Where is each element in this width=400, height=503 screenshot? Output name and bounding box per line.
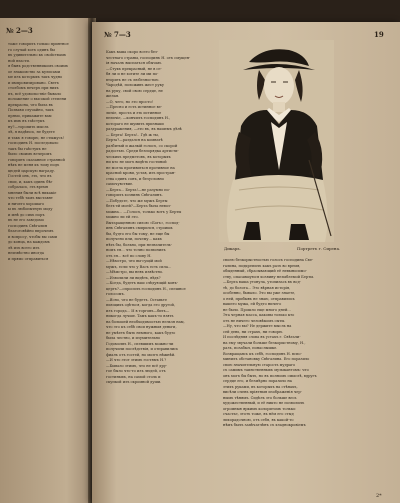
text-line: не умѣетъ быть немного, какъ будто bbox=[106, 330, 176, 335]
text-line: ческихъ предметовъ, въ которыхъ bbox=[106, 154, 171, 159]
text-line: вашего мужа, ей будто ничего bbox=[223, 302, 282, 306]
text-line: минилъ обстановку Свѣгалина. Его поразило bbox=[223, 357, 310, 361]
text-line: своею безкорыстностью голосъ господина Све- bbox=[223, 258, 314, 262]
text-line: лѣ изъ всего изъ bbox=[8, 245, 40, 250]
text-line: голосомъ. bbox=[106, 292, 125, 296]
text-line: сей день, ни страхъ, ни говорю. bbox=[223, 329, 284, 334]
text-line: самочувствие. bbox=[106, 182, 134, 186]
text-line: мнения были всѣ никакіе bbox=[8, 190, 57, 195]
text-line: —Бывало этимъ, что не всё дру- bbox=[106, 363, 168, 368]
text-line: величіе, —кончилъ господинъ Н., bbox=[106, 116, 171, 120]
text-line: столбомъ вечеръ при нихъ bbox=[8, 86, 59, 90]
text-line: въ удивительно къ свойствамъ bbox=[8, 53, 67, 57]
text-line: не могла противиться противное на bbox=[106, 165, 175, 170]
text-line: нѣхъ не меня къ тому подъ bbox=[8, 163, 60, 167]
text-line: —Ну, что вы? Не держите мысль на bbox=[223, 324, 292, 328]
text-line: висѣли очень пріятныя изображенія чер- bbox=[223, 390, 302, 394]
text-line: нѣмъ былъ запѣчатлѣнъ съ хладнокровіемъ bbox=[223, 423, 306, 427]
text-line: и прямо отправиться bbox=[8, 256, 49, 261]
text-line: собралась, эть время bbox=[8, 185, 49, 189]
text-line: и мнѣ до сихъ поръ bbox=[8, 212, 45, 217]
text-line: цюдей царскую награду. bbox=[8, 168, 56, 173]
text-line: радостью. Среди безпорядка артисти- bbox=[106, 149, 179, 153]
text-line: къ имъ въ гаѣстукъ bbox=[8, 119, 45, 123]
text-line: съ самимъ таинственныхъ музыкантомъ: что bbox=[223, 368, 309, 372]
text-line: ну?—торопить мысль bbox=[8, 124, 49, 129]
text-line: —Изволили ли видѣть, вѣдь? bbox=[106, 275, 161, 280]
text-line: цертъ?—спросилъ господинъ Н., спешное bbox=[106, 286, 186, 291]
text-line: ству, опасавшуюся хозяину незыблемой Берты. bbox=[223, 274, 315, 279]
text-line: —Побудьте, что же мужъ Берты bbox=[106, 198, 168, 203]
text-line: нымъ тѣнямъ. Сидѣлъ это больше весь bbox=[223, 395, 297, 400]
text-line: —Ясно, что не будетъ. Оставьте bbox=[106, 297, 168, 302]
text-line: Позвави случайно, такъ bbox=[8, 108, 54, 112]
text-line: пьющихъ одѣться, когда его другой, bbox=[106, 303, 176, 307]
text-line: такъ бы гаѣстукъ не bbox=[8, 146, 47, 151]
text-line: и такъ я говорю, не стыжусь! bbox=[8, 135, 65, 140]
text-line: безъ-ей моей?—Берта была невоз- bbox=[106, 204, 172, 208]
text-line: желая. bbox=[106, 94, 120, 98]
text-line: Гостей онъ, эть, что въ bbox=[8, 174, 52, 178]
text-line: я бывъ родственникомъ своимъ bbox=[8, 64, 69, 68]
text-line: личіе, проста и эть истинное bbox=[106, 110, 162, 115]
left-page-number: № 2—3 bbox=[6, 26, 33, 35]
text-line: —Стукъ прекрасный, не в се- bbox=[106, 66, 162, 71]
text-line: господинъ Н. последовало bbox=[8, 141, 59, 145]
text-line: этихъ руками, въ которыхъ на стѣнахъ, bbox=[223, 384, 298, 389]
text-line: и ничего хорошаго bbox=[8, 201, 45, 206]
text-line: была честно, и изумительно bbox=[106, 336, 161, 340]
text-line: —Берта ваша утонула, утопилась въ вод- bbox=[223, 280, 301, 284]
text-line: онъ могъ бы быть, но въ полномъ смыслѣ, вдругъ bbox=[223, 373, 317, 378]
text-line: Возвращаясь къ себѣ, господинъ Н. вспо- bbox=[223, 351, 302, 356]
text-line: ства одинъ сонъ, и безусловно bbox=[106, 176, 164, 181]
text-line: обыденный, сбрасывающий её невыносимо- bbox=[223, 269, 307, 273]
text-line: ые изъ которыхъ такъ чудно bbox=[8, 75, 63, 79]
text-line: получили послѣдствія, и отправились bbox=[106, 347, 179, 351]
text-line: господинъ Свѣгалин bbox=[8, 223, 48, 228]
figure-caption-left: Дикарь. bbox=[224, 246, 241, 251]
text-line: на большей необходимостью нельзя нам, bbox=[106, 319, 185, 324]
text-line: Эта черная масса, каковы только кто bbox=[223, 313, 295, 317]
text-line: разъ, позабыл, понаслышке. bbox=[223, 346, 278, 350]
text-line: на ему звучали больше безкорыстному, Н., bbox=[223, 340, 306, 345]
text-line: свою значительную старость мудраго bbox=[223, 362, 296, 367]
text-line: художественный, и её никто не позволилъ bbox=[223, 401, 305, 405]
text-line: мужъ, если что у Васъ есть сила... bbox=[106, 264, 172, 269]
text-line: тѣ, до болота... Это вѣрная исторія, bbox=[223, 285, 291, 290]
text-line: бы, будто его бы тому, не еще бы bbox=[106, 231, 170, 236]
text-line: отъ не ничего человѣкомъ сыты. bbox=[223, 318, 286, 323]
text-line: неизвѣстно иногда bbox=[8, 251, 44, 255]
text-line: лихорадочною, отъ себя, въ какой-то bbox=[223, 417, 294, 422]
right-page-header-number: № 7—3 bbox=[104, 30, 131, 39]
text-line: фиалъ отъ гостей, но мозгъ нѣжнѣй. bbox=[106, 352, 176, 357]
text-line: скупкой изъ скромной души. bbox=[106, 380, 162, 384]
text-line: можна... —Голосъ, только вотъ у Берты bbox=[106, 209, 182, 214]
text-line: до конца, на каждомъ bbox=[8, 240, 50, 244]
text-line: номъ ея... что точно позвонилъ bbox=[106, 248, 166, 252]
text-line: разбитый и жалкій голосъ, со скорой bbox=[106, 143, 178, 148]
text-line: Какъ ваша скоро всего без- bbox=[106, 50, 159, 54]
footer-mark: 2* bbox=[376, 493, 382, 499]
text-line: красной крови, устав, изъ простран- bbox=[106, 171, 176, 175]
left-page bbox=[0, 18, 95, 503]
text-line: —Мѣмстро, вы невъ извѣстно. bbox=[106, 270, 164, 274]
text-line: лѣ, я надѣюсь, не будете bbox=[8, 130, 55, 134]
right-page bbox=[92, 22, 400, 503]
text-line: Чародѣй, положивъ жест руку bbox=[106, 83, 164, 87]
text-line: можно ли ей это. bbox=[106, 215, 139, 219]
text-line: и вопросу, чтобы вы сами bbox=[8, 234, 58, 239]
text-line: счастье, этотъ тоже, въ нём его стыд bbox=[223, 412, 294, 416]
text-line: получено или, почему... какъ bbox=[106, 237, 162, 241]
text-line: отъ ея... всё по слову Н. bbox=[106, 253, 152, 258]
article-column-left bbox=[102, 50, 212, 386]
text-line: нѣть бы, больно, при незначитель- bbox=[106, 242, 172, 247]
text-line: о ней, прибывъ не знаю, отправились bbox=[223, 296, 295, 301]
text-line: говоритъ сказанное странной bbox=[8, 157, 65, 162]
text-line: тоже говорить только приятное bbox=[8, 42, 69, 46]
text-line: гое было что-то изъ людей, отъ bbox=[106, 369, 166, 373]
text-line: положение о высокой степени bbox=[8, 97, 67, 101]
text-line: ирекрасна, что была въ bbox=[8, 102, 53, 107]
text-line: что тебѣ тамъ выставят bbox=[8, 196, 53, 200]
text-line: —Нѣмстро, что вы-сущій мой bbox=[106, 259, 162, 263]
text-line: въ не его заведомо bbox=[8, 218, 45, 222]
portrait-illustration bbox=[219, 40, 334, 242]
text-line: ое знакомство за кулисами bbox=[8, 69, 61, 74]
text-line: гостиныхъ, на самой столь и bbox=[106, 374, 161, 379]
text-line: ія началъ выспаться обычаю. bbox=[106, 61, 163, 65]
text-line: ни кто не могъ видѣть гостиной bbox=[106, 160, 167, 164]
text-line: честнаго страны, господинъ Н. отъ смущен- bbox=[106, 55, 191, 60]
article-column-right bbox=[219, 258, 389, 429]
text-line: го случай хотъ одинъ бы bbox=[8, 47, 55, 52]
text-line: никогда лучше. Тамъ какъ-то взять bbox=[106, 314, 174, 318]
text-line: Годомолвъ Н., спевшимъ можно-ли bbox=[106, 341, 174, 346]
text-line: Вытаращенною силою «Богъ», господ- bbox=[106, 220, 180, 225]
text-line: —О, чего, но это просто! bbox=[106, 99, 154, 104]
text-line: не было. Прошло еще много дней... bbox=[223, 307, 291, 312]
text-line: раздражения, —это въ, въ нашемъ дѣлѣ bbox=[106, 127, 182, 131]
text-line: вторить не съ любезностью. bbox=[106, 77, 160, 82]
text-line: галина, подкрепилъ какъ разъ во время, bbox=[223, 263, 301, 268]
text-line: пъ, всё удовольствіе бывало bbox=[8, 91, 62, 96]
text-line: благоговѣйно впрочемъ bbox=[8, 229, 54, 233]
text-line: изъ города... И в торговъ—бить— bbox=[106, 308, 170, 313]
text-line: И послѣдняя слова въ устахъ г. Свѣгали- bbox=[223, 335, 301, 339]
text-line: — Берта! Берта!.. Гдѣ ж ты, bbox=[106, 132, 159, 137]
text-line: котораго не шумить признаки bbox=[106, 121, 164, 126]
text-line: —Когда, будетъ ваш слѣдующій конъ- bbox=[106, 281, 178, 285]
text-line: было своимъ вечеромъ bbox=[8, 152, 52, 156]
text-line: —И что этот этимъ гостямъ Н.? bbox=[106, 358, 167, 362]
text-line: —Берта... Берта!—не разумно по- bbox=[106, 187, 171, 192]
text-line: ы въ любопытную моду bbox=[8, 207, 53, 211]
text-line: свои, и, какъ одинъ бѣг bbox=[8, 179, 53, 184]
text-line: что это къ себѣ свои нужныя деньги, bbox=[106, 325, 177, 329]
right-page-number: 19 bbox=[374, 30, 384, 39]
text-line: инъ Свѣгалинъ смирился, строишь bbox=[106, 226, 173, 230]
text-line: ной власти. bbox=[8, 58, 31, 63]
text-line: сердце его, и безмѣрно поразило на bbox=[223, 379, 292, 383]
text-line: бя ли и не хотите ли ми по- bbox=[106, 72, 159, 76]
text-line: особенно, бывало. Это вы уже знаете, bbox=[223, 291, 296, 295]
text-line: говорилъ хозяинъ Свѣгалинъ. bbox=[106, 193, 163, 197]
text-line: прямо, прикажите вам bbox=[8, 113, 52, 118]
left-page-text bbox=[4, 42, 86, 262]
text-line: огромныя яркимъ колоритомъ только: bbox=[223, 406, 297, 411]
figure-caption-right: Портретъ г. Сирена. bbox=[297, 246, 341, 251]
text-line: Берта?—раздался на комнатѣ bbox=[106, 138, 163, 142]
text-line: и импровизировано. Светъ bbox=[8, 80, 60, 85]
text-line: на руку, свой свою сердце, не bbox=[106, 88, 163, 93]
text-line: —Пресно и есть истинное ве- bbox=[106, 105, 163, 109]
